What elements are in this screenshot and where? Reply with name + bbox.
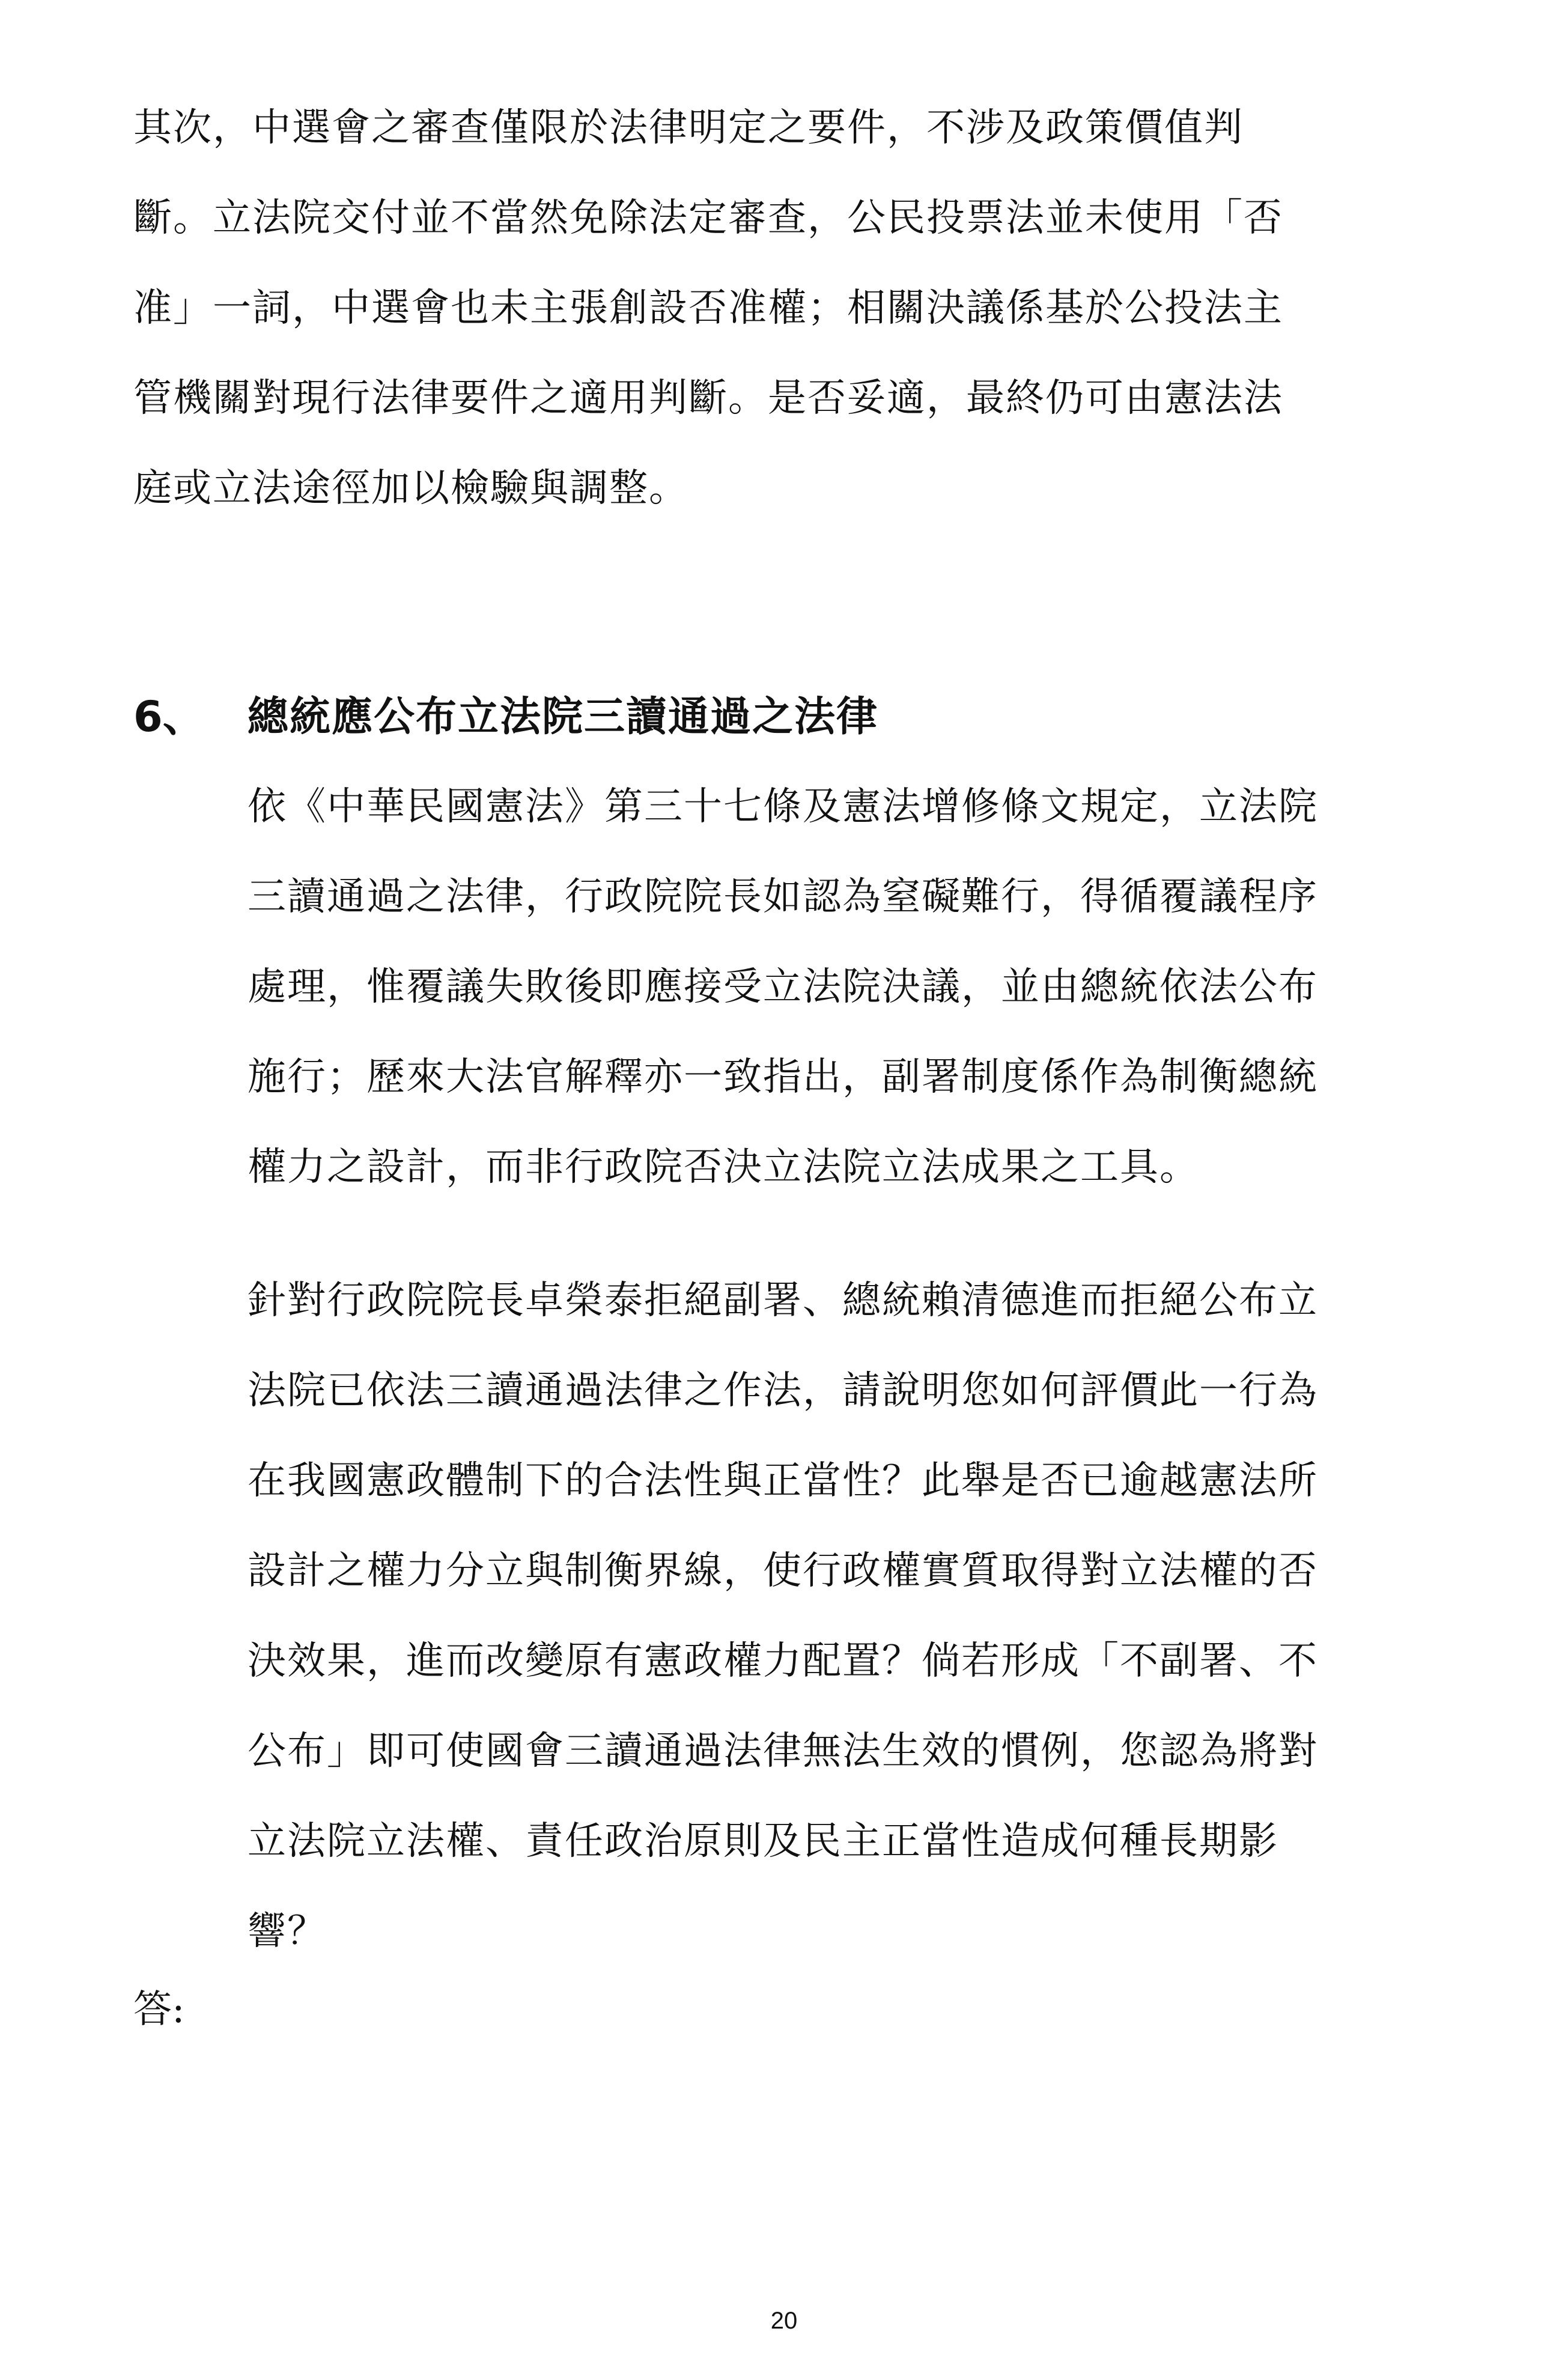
para2-line-8: 響？ bbox=[248, 1909, 327, 1954]
page-number: 20 bbox=[770, 2308, 798, 2334]
para1-line-5: 權力之設計，而非行政院否決立法院立法成果之工具。 bbox=[248, 1145, 1199, 1190]
para2-line-5: 決效果，進而改變原有憲政權力配置？倘若形成「不副署、不 bbox=[248, 1639, 1318, 1683]
para2-line-7: 立法院立法權、責任政治原則及民主正當性造成何種長期影 bbox=[248, 1819, 1278, 1864]
para1-line-3: 處理，惟覆議失敗後即應接受立法院決議，並由總統依法公布 bbox=[248, 965, 1318, 1009]
intro-line-2: 斷。立法院交付並不當然免除法定審查，公民投票法並未使用「否 bbox=[133, 196, 1283, 240]
para2-line-4: 設計之權力分立與制衡界線，使行政權實質取得對立法權的否 bbox=[248, 1549, 1318, 1593]
para2-line-2: 法院已依法三讀通過法律之作法，請說明您如何評價此一行為 bbox=[248, 1369, 1318, 1413]
answer-label: 答: bbox=[133, 1987, 185, 2032]
intro-line-4: 管機關對現行法律要件之適用判斷。是否妥適，最終仍可由憲法法 bbox=[133, 376, 1283, 421]
section-number: 6、 bbox=[133, 692, 205, 741]
para2-line-1: 針對行政院院長卓榮泰拒絕副署、總統賴清德進而拒絕公布立 bbox=[248, 1278, 1318, 1323]
para2-line-6: 公布」即可使國會三讀通過法律無法生效的慣例，您認為將對 bbox=[248, 1729, 1318, 1773]
intro-line-1: 其次，中選會之審查僅限於法律明定之要件，不涉及政策價值判 bbox=[133, 106, 1244, 150]
intro-line-5: 庭或立法途徑加以檢驗與調整。 bbox=[133, 466, 688, 511]
para2-line-3: 在我國憲政體制下的合法性與正當性？此舉是否已逾越憲法所 bbox=[248, 1459, 1318, 1503]
para1-line-2: 三讀通過之法律，行政院院長如認為窒礙難行，得循覆議程序 bbox=[248, 875, 1318, 919]
section-title: 總統應公布立法院三讀通過之法律 bbox=[248, 693, 879, 741]
para1-line-4: 施行；歷來大法官解釋亦一致指出，副署制度係作為制衡總統 bbox=[248, 1055, 1318, 1099]
intro-line-3: 准」一詞，中選會也未主張創設否准權；相關決議係基於公投法主 bbox=[133, 286, 1283, 330]
para1-line-1: 依《中華民國憲法》第三十七條及憲法增修條文規定，立法院 bbox=[248, 785, 1318, 829]
